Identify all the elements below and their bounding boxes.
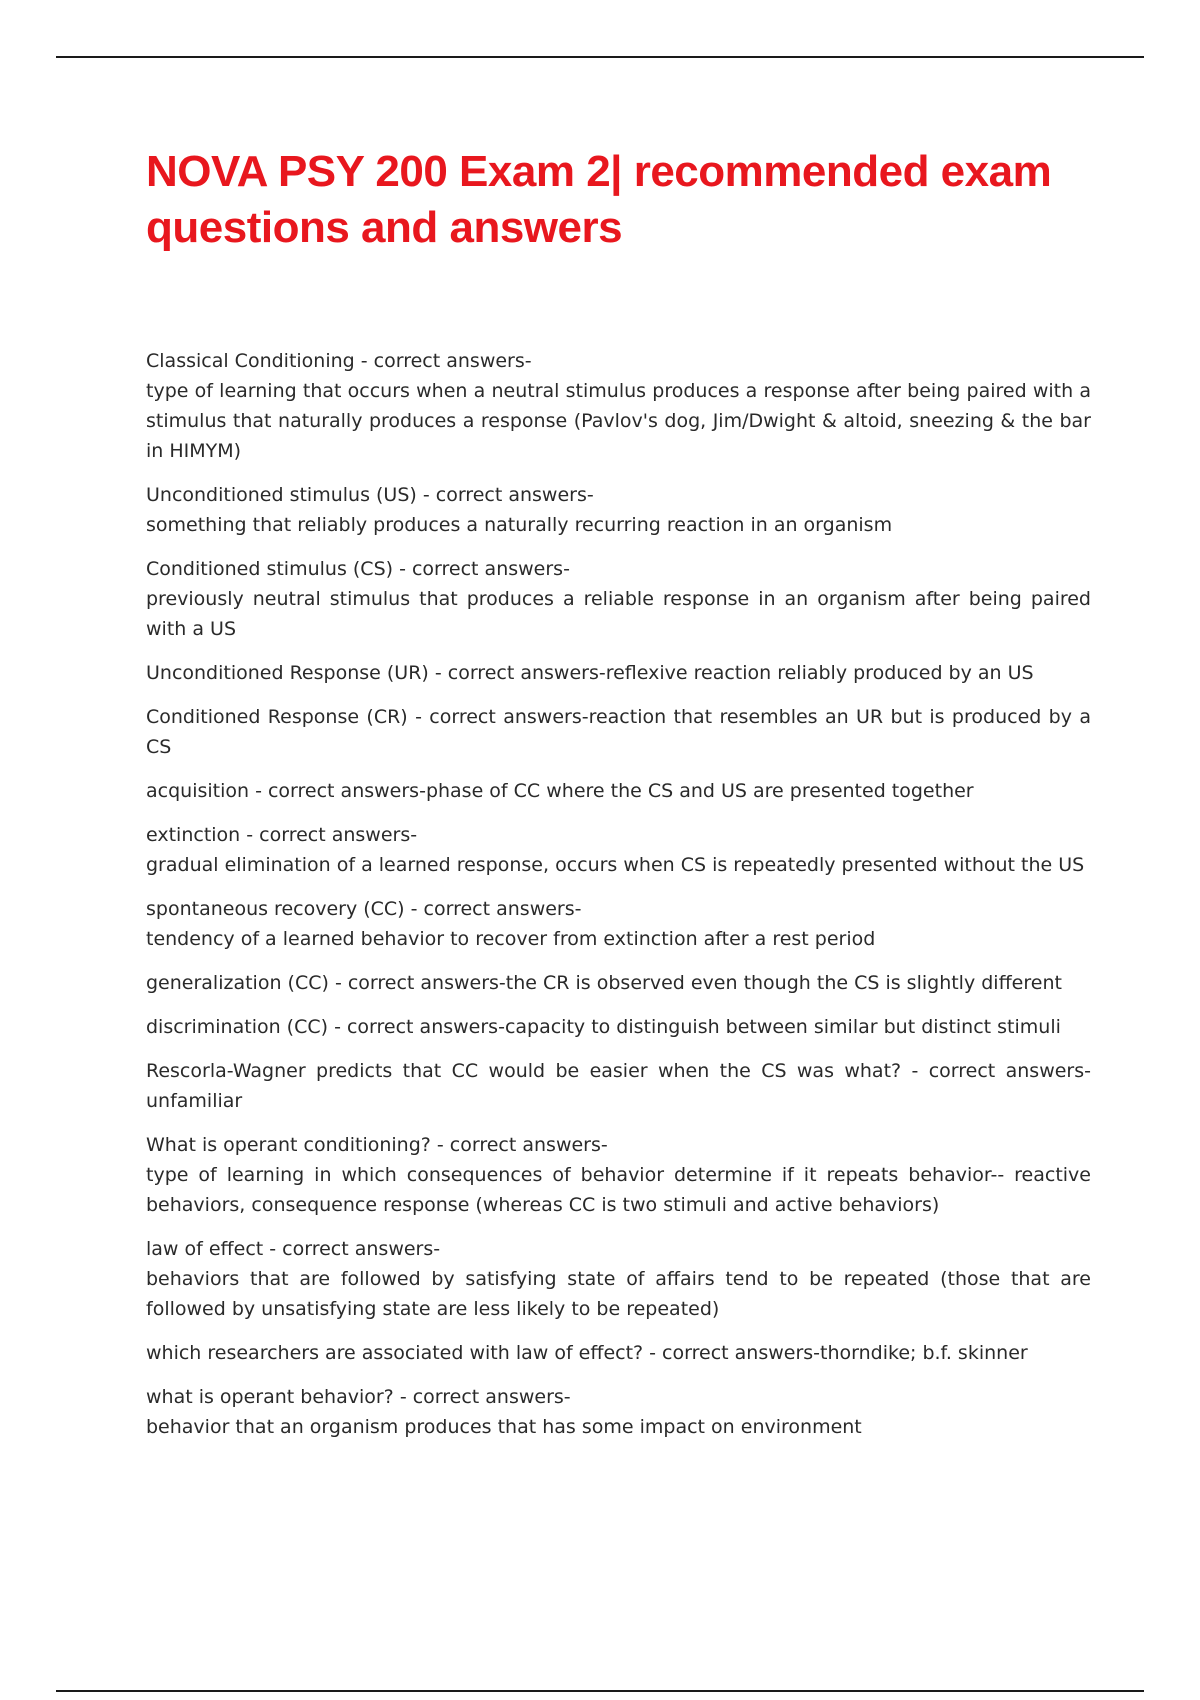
qa-definition: reaction that resembles an UR but is produced by a CS [146, 706, 1091, 758]
qa-separator: - correct answers- [263, 1238, 441, 1260]
qa-term: Unconditioned Response (UR) [146, 662, 429, 684]
qa-separator: - correct answers- [393, 1386, 571, 1408]
qa-definition: type of learning that occurs when a neutral stimulus produces a response after being paired with a stimulus that naturally produces a response (Pavlov's dog, Jim/Dwight & altoid, sneezing & the bar in HIMYM) [146, 380, 1091, 462]
qa-separator: - correct answers- [354, 350, 532, 372]
qa-definition: behaviors that are followed by satisfying state of affairs tend to be repeated (those that are followed by unsatisfying state are less likely to be repeated) [146, 1268, 1091, 1320]
qa-term: law of effect [146, 1238, 264, 1260]
qa-item [146, 1056, 1091, 1116]
qa-item [146, 1338, 1091, 1368]
qa-item [146, 554, 1091, 644]
qa-item [146, 702, 1091, 762]
header-rule [56, 56, 1144, 58]
qa-separator: - correct answers- [240, 824, 418, 846]
qa-term: discrimination (CC) [146, 1016, 329, 1038]
document-title: NOVA PSY 200 Exam 2| recommended exam questions and answers [146, 147, 1052, 252]
qa-separator: - correct answers- [404, 898, 582, 920]
qa-definition: type of learning in which consequences of behavior determine if it repeats behavior-- reactive behaviors, consequence response (whereas CC is two stimuli and active behaviors) [146, 1164, 1091, 1216]
qa-definition: capacity to distinguish between similar but distinct stimuli [504, 1016, 1061, 1038]
qa-definition: unfamiliar [146, 1090, 243, 1112]
qa-separator: - correct answers- [643, 1342, 821, 1364]
qa-term: what is operant behavior? [146, 1386, 394, 1408]
qa-item [146, 894, 1091, 954]
qa-definition: gradual elimination of a learned response, occurs when CS is repeatedly presented without the US [146, 854, 1085, 876]
qa-term: generalization (CC) [146, 972, 329, 994]
qa-definition: behavior that an organism produces that has some impact on environment [146, 1416, 862, 1438]
qa-item [146, 968, 1091, 998]
qa-item [146, 480, 1091, 540]
qa-term: Conditioned stimulus (CS) [146, 558, 394, 580]
qa-item [146, 1012, 1091, 1042]
qa-definition: the CR is observed even though the CS is slightly different [505, 972, 1062, 994]
qa-separator: - correct answers- [430, 1134, 608, 1156]
qa-term: Conditioned Response (CR) [146, 706, 408, 728]
qa-item [146, 1130, 1091, 1220]
qa-item [146, 346, 1091, 466]
qa-definition: reflexive reaction reliably produced by an US [605, 662, 1034, 684]
qa-definition: tendency of a learned behavior to recover from extinction after a rest period [146, 928, 876, 950]
qa-item [146, 1382, 1091, 1442]
qa-term: Rescorla-Wagner predicts that CC would be easier when the CS was what? [146, 1060, 902, 1082]
qa-item [146, 820, 1091, 880]
qa-term: Classical Conditioning [146, 350, 355, 372]
qa-item [146, 658, 1091, 688]
qa-term: which researchers are associated with law of effect? [146, 1342, 644, 1364]
qa-separator: - correct answers- [328, 972, 506, 994]
qa-term: extinction [146, 824, 241, 846]
qa-separator: - correct answers- [416, 484, 594, 506]
qa-term: acquisition [146, 780, 250, 802]
qa-term: spontaneous recovery (CC) [146, 898, 405, 920]
qa-separator: - correct answers- [407, 706, 589, 728]
qa-separator: - correct answers- [428, 662, 606, 684]
qa-separator: - correct answers- [901, 1060, 1091, 1082]
qa-term: What is operant conditioning? [146, 1134, 431, 1156]
qa-definition: thorndike; b.f. skinner [820, 1342, 1028, 1364]
qa-separator: - correct answers- [328, 1016, 505, 1038]
footer-rule [56, 1690, 1144, 1692]
qa-definition: previously neutral stimulus that produces a reliable response in an organism after being paired with a US [146, 588, 1091, 640]
qa-item [146, 776, 1091, 806]
qa-term: Unconditioned stimulus (US) [146, 484, 417, 506]
qa-list [146, 346, 1091, 1456]
qa-definition: something that reliably produces a naturally recurring reaction in an organism [146, 514, 893, 536]
qa-separator: - correct answers- [393, 558, 570, 580]
qa-item [146, 1234, 1091, 1324]
qa-definition: phase of CC where the CS and US are presented together [425, 780, 974, 802]
qa-separator: - correct answers- [249, 780, 426, 802]
